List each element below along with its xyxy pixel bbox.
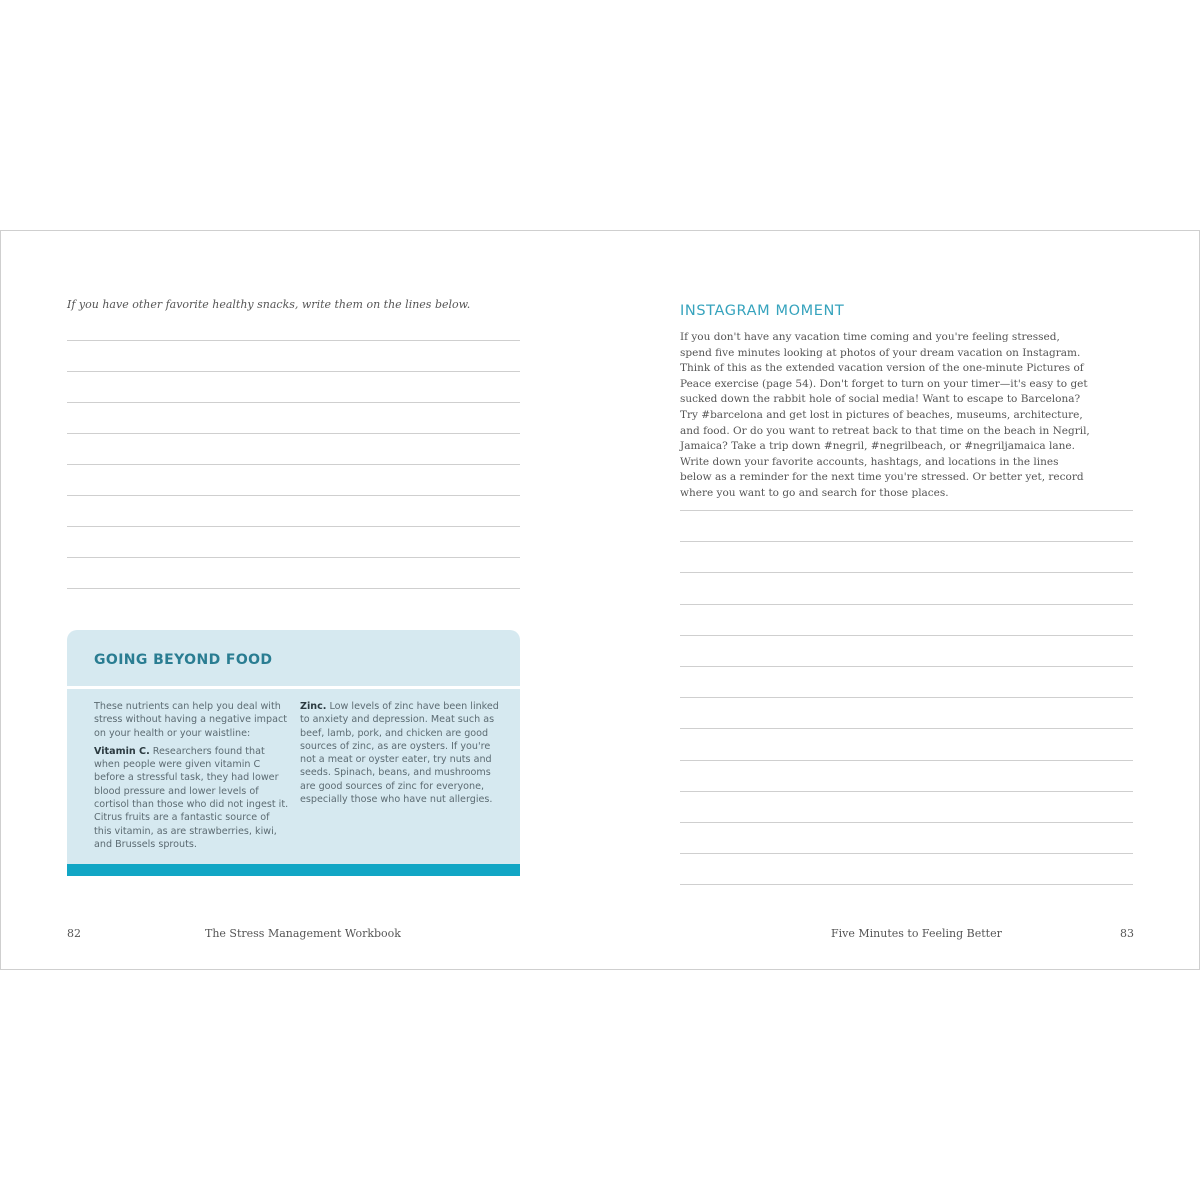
writing-line[interactable] [67,464,520,465]
sidebar-box [67,630,520,876]
writing-line[interactable] [67,557,520,558]
writing-line[interactable] [680,510,1133,511]
zinc-term: Zinc. [300,701,327,712]
book-spread [0,230,1200,970]
left-page [1,231,600,969]
writing-line[interactable] [680,728,1133,729]
writing-line[interactable] [67,433,520,434]
sidebar-column-right [300,700,500,811]
sidebar-bottom-bar [67,864,520,876]
zinc-paragraph [300,700,500,806]
writing-line[interactable] [680,760,1133,761]
writing-line[interactable] [680,853,1133,854]
writing-line[interactable] [67,371,520,372]
writing-line[interactable] [67,495,520,496]
writing-prompt: If you have other favorite healthy snacks, write them on the lines below. [67,298,471,311]
running-title-right: Five Minutes to Feeling Better [831,927,1002,940]
writing-lines-right[interactable] [680,510,1133,886]
writing-line[interactable] [680,697,1133,698]
sidebar-title: GOING BEYOND FOOD [94,652,273,668]
writing-lines-left[interactable] [67,340,520,590]
writing-line[interactable] [67,340,520,341]
sidebar-header [67,630,520,686]
page-number-left: 82 [67,927,81,940]
writing-line[interactable] [680,604,1133,605]
body-paragraph: If you don't have any vacation time coming and you're feeling stressed, spend five minutes looking at photos of your dream vacation on Instagram. Think of this as the extended vacation version of the one-minute Pictures of Peace exercise (page 54). Don't forget to turn on your timer—it's easy to get sucked down the rabbit hole of social media! Want to escape to Barcelona? Try #barcelona and get lost in pictures of beaches, museums, architecture, and food. Or do you want to retreat back to that time on the beach in Negril, Jamaica? Take a trip down #negril, #negrilbeach, or #negriljamaica lane. Write down your favorite accounts, hashtags, and locations in the lines below as a reminder for the next time you're stressed. Or better yet, record where you want to go and search for those places. [680,331,1090,499]
zinc-text: Low levels of zinc have been linked to anxiety and depression. Meat such as beef, lamb, pork, and chicken are good sources of zinc, as are oysters. If you're not a meat or oyster eater, try nuts and seeds. Spinach, beans, and mushrooms are good sources of zinc for everyone, especially those who have nut allergies. [300,701,499,806]
writing-line[interactable] [680,541,1133,542]
writing-line[interactable] [680,635,1133,636]
writing-line[interactable] [680,791,1133,792]
sidebar-intro: These nutrients can help you deal with stress without having a negative impact on your health or your waistline: [94,701,288,739]
writing-line[interactable] [680,572,1133,573]
writing-line[interactable] [680,822,1133,823]
section-heading: INSTAGRAM MOMENT [680,303,845,319]
page-number-right: 83 [1120,927,1134,940]
vitamin-c-term: Vitamin C. [94,745,150,757]
right-page [600,231,1199,969]
writing-line[interactable] [680,666,1133,667]
writing-line[interactable] [67,402,520,403]
writing-line[interactable] [67,526,520,527]
sidebar-divider [67,686,520,689]
sidebar-column-left [94,700,289,856]
writing-line[interactable] [680,884,1133,885]
writing-line[interactable] [67,588,520,589]
running-title-left: The Stress Management Workbook [205,927,401,940]
vitamin-c-text: Researchers found that when people were given vitamin C before a stressful task, they had lower blood pressure and lower levels of cortisol than those who did not ingest it. Citrus fruits are a fantastic source of this vitamin, as are strawberries, kiwi, and Brussels sprouts. [94,745,289,850]
vitamin-c-paragraph [94,745,289,851]
